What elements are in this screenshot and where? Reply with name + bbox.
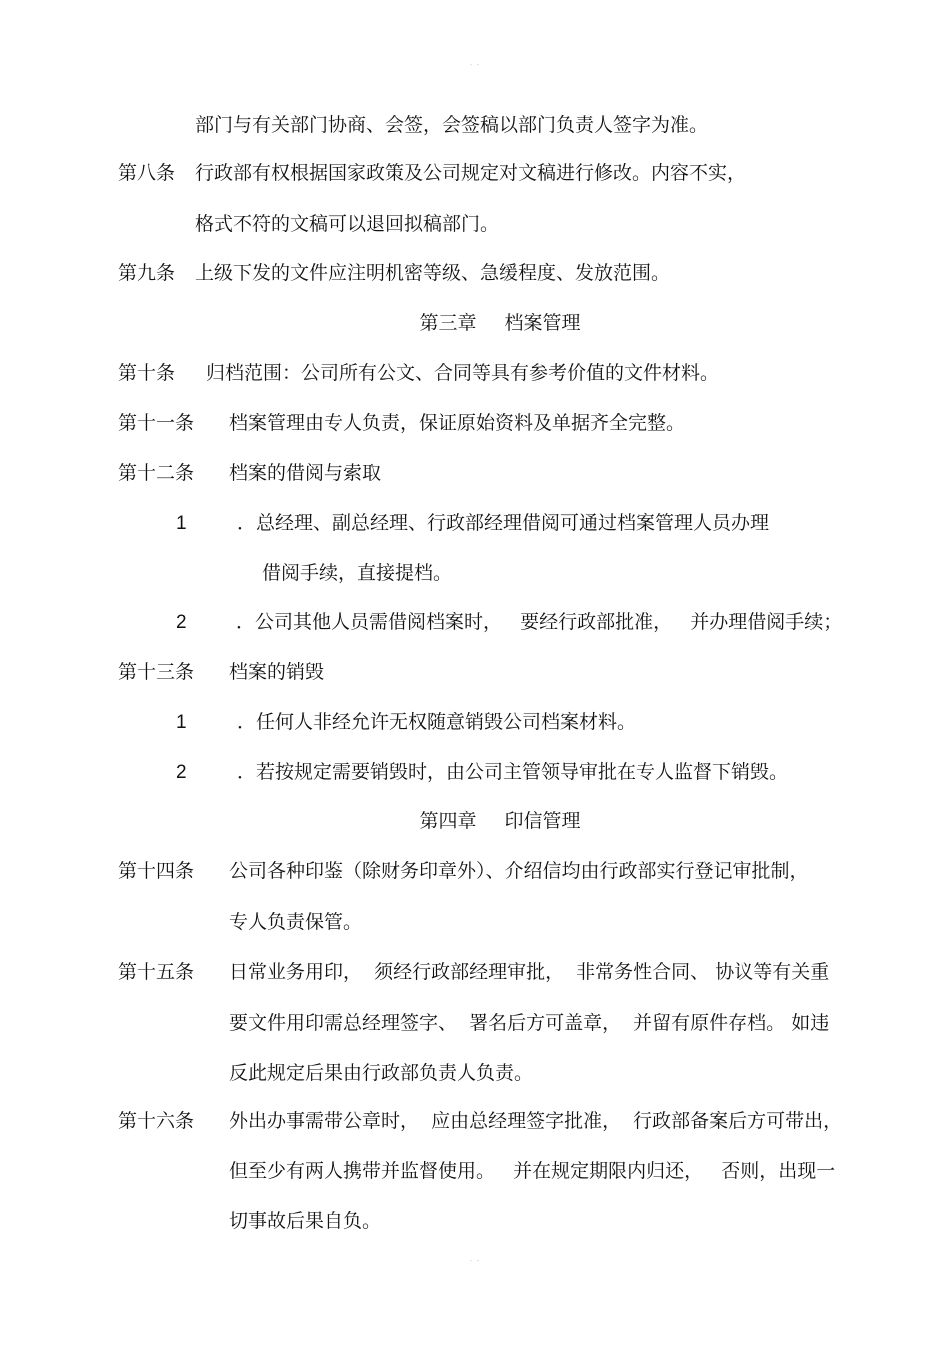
- list-item-text: 借阅手续，直接提档。: [262, 562, 453, 584]
- article-8-text: 格式不符的文稿可以退回拟稿部门。: [195, 213, 500, 235]
- article-9-label: 第九条: [118, 262, 176, 284]
- footer-mark: - -: [469, 1257, 481, 1265]
- article-10-text: 归档范围：公司所有公文、合同等具有参考价值的文件材料。: [206, 362, 720, 384]
- article-15-label: 第十五条: [118, 961, 195, 983]
- list-item-text: ．公司其他人员需借阅档案时， 要经行政部批准， 并办理借阅手续；: [236, 611, 843, 633]
- list-item-number: 2: [176, 612, 187, 633]
- chapter-4-number: 第四章: [419, 810, 477, 832]
- article-13-text: 档案的销毁: [229, 661, 325, 683]
- article-16-label: 第十六条: [118, 1110, 195, 1132]
- article-12-text: 档案的借阅与索取: [229, 462, 382, 484]
- article-10-label: 第十条: [118, 362, 176, 384]
- article-8-text: 行政部有权根据国家政策及公司规定对文稿进行修改。内容不实，: [195, 162, 747, 184]
- chapter-3-number: 第三章: [419, 312, 477, 334]
- chapter-4-heading: [0, 812, 950, 831]
- article-16-text: 但至少有两人携带并监督使用。 并在规定期限内归还， 否则，出现一: [229, 1160, 836, 1182]
- article-15-text: 日常业务用印， 须经行政部经理审批， 非常务性合同、 协议等有关重: [229, 961, 830, 983]
- article-15-text: 要文件用印需总经理签字、 署名后方可盖章， 并留有原件存档。 如违: [229, 1012, 830, 1034]
- list-item-text: ．若按规定需要销毁时，由公司主管领导审批在专人监督下销毁。: [237, 761, 789, 783]
- article-14-text: 专人负责保管。: [229, 911, 363, 933]
- list-item-text: ．总经理、副总经理、行政部经理借阅可通过档案管理人员办理: [237, 512, 770, 534]
- paragraph-continuation: 部门与有关部门协商、会签，会签稿以部门负责人签字为准。: [195, 114, 709, 136]
- article-9-text: 上级下发的文件应注明机密等级、急缓程度、发放范围。: [195, 262, 671, 284]
- list-item-number: 1: [176, 513, 187, 534]
- chapter-4-title: 印信管理: [504, 810, 581, 832]
- article-13-label: 第十三条: [118, 661, 195, 683]
- article-12-label: 第十二条: [118, 462, 195, 484]
- article-8-label: 第八条: [118, 162, 176, 184]
- article-14-label: 第十四条: [118, 860, 195, 882]
- header-mark: - -: [469, 61, 481, 69]
- list-item-text: ．任何人非经允许无权随意销毁公司档案材料。: [237, 711, 637, 733]
- article-16-text: 切事故后果自负。: [229, 1210, 382, 1232]
- list-item-number: 2: [176, 762, 187, 783]
- article-14-text: 公司各种印鉴（除财务印章外）、介绍信均由行政部实行登记审批制，: [229, 860, 809, 882]
- list-item-number: 1: [176, 712, 187, 733]
- article-16-text: 外出办事需带公章时， 应由总经理签字批准， 行政部备案后方可带出，: [229, 1110, 843, 1132]
- article-15-text: 反此规定后果由行政部负责人负责。: [229, 1062, 534, 1084]
- article-11-label: 第十一条: [118, 412, 195, 434]
- chapter-3-title: 档案管理: [504, 312, 581, 334]
- chapter-3-heading: [0, 314, 950, 333]
- article-11-text: 档案管理由专人负责，保证原始资料及单据齐全完整。: [229, 412, 686, 434]
